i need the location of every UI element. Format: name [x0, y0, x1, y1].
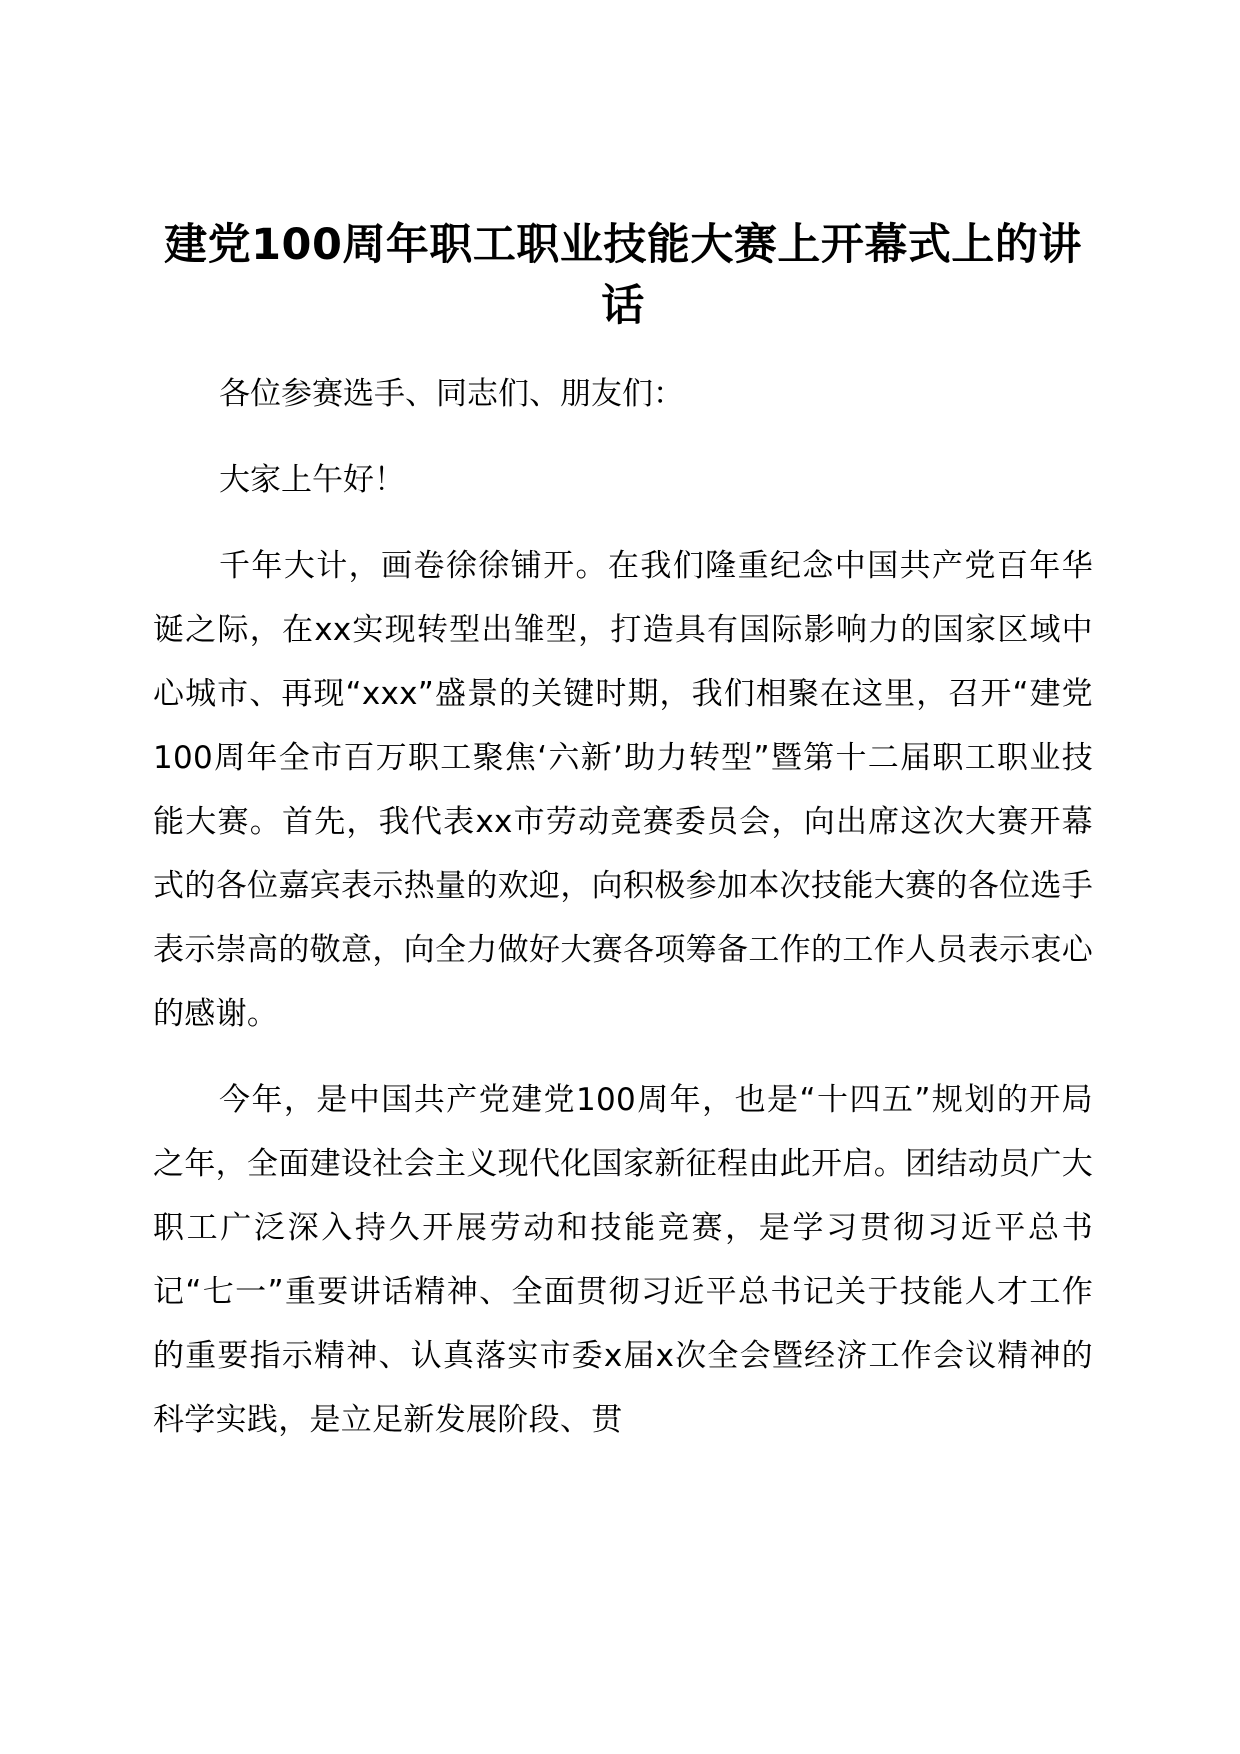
document-title: 建党100周年职工职业技能大赛上开幕式上的讲话 [164, 220, 1082, 331]
paragraph-2: 今年，是中国共产党建党100周年，也是“十四五”规划的开局之年，全面建设社会主义现代化国家新征程由此开启。团结动员广大职工广泛深入持久开展劳动和技能竞赛，是学习贯彻习近平总书记“七一”重要讲话精神、全面贯彻习近平总书记关于技能人才工作的重要指示精神、认真落实市委x届x次全会暨经济工作会议精神的科学实践，是立足新发展阶段、贯 [153, 1082, 1093, 1438]
greeting: 大家上午好！ [219, 462, 405, 498]
document-body [153, 215, 1093, 1452]
paragraph-1: 千年大计，画卷徐徐铺开。在我们隆重纪念中国共产党百年华诞之际，在xx实现转型出雏型，打造具有国际影响力的国家区域中心城市、再现“xxx”盛景的关键时期，我们相聚在这里，召开“建党100周年全市百万职工聚焦‘六新’助力转型”暨第十二届职工职业技能大赛。首先，我代表xx市劳动竞赛委员会，向出席这次大赛开幕式的各位嘉宾表示热量的欢迎，向积极参加本次技能大赛的各位选手表示崇高的敬意，向全力做好大赛各项筹备工作的工作人员表示衷心的感谢。 [153, 548, 1093, 1032]
salutation: 各位参赛选手、同志们、朋友们： [219, 376, 684, 412]
